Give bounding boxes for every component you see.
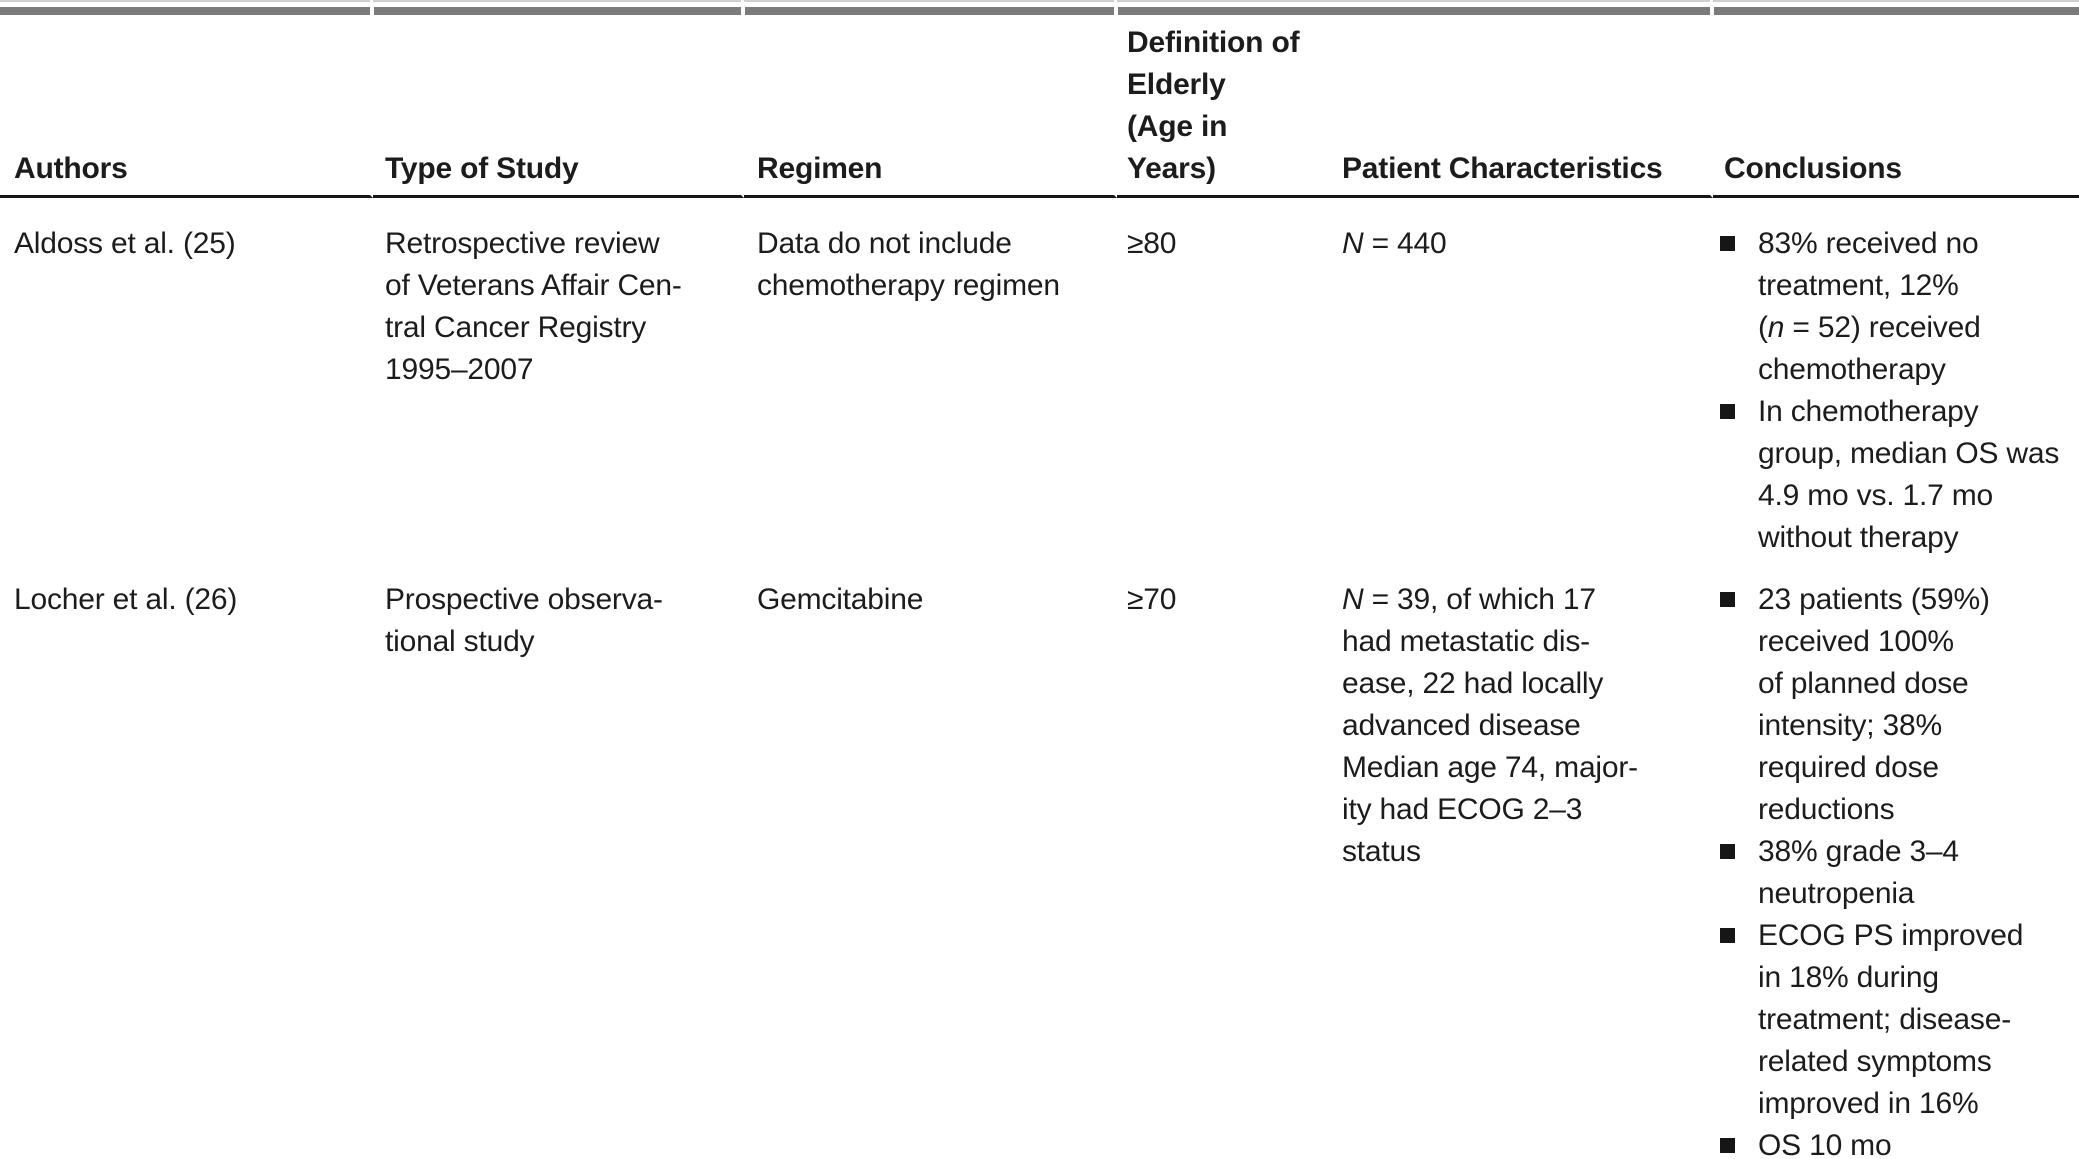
column-header-definition <box>1117 0 1330 198</box>
text-line: group, median OS was <box>1758 437 2060 470</box>
bullet-text <box>1758 1125 1891 1159</box>
bullet-text <box>1758 391 2059 559</box>
column-header-patient-characteristics <box>1330 0 1713 198</box>
text-line: ECOG PS improved <box>1758 919 2024 952</box>
text-line: OS 10 mo <box>1758 1129 1892 1159</box>
square-bullet-icon <box>1720 928 1735 943</box>
square-bullet-icon <box>1720 844 1735 859</box>
text-line: related symptoms <box>1758 1045 1992 1078</box>
text-line: improved in 16% <box>1758 1087 1979 1120</box>
text-line: 4.9 mo vs. 1.7 mo <box>1758 479 1994 512</box>
conclusion-bullet-item <box>1720 223 2079 391</box>
text-line: advanced disease <box>1342 709 1581 742</box>
text-line: of planned dose <box>1758 667 1969 700</box>
text-line: status <box>1342 835 1421 868</box>
text-line: without therapy <box>1758 521 1959 554</box>
cell-regimen <box>744 559 1117 1159</box>
table-header-row <box>0 0 2079 198</box>
text-line: N = 440 <box>1342 227 1447 260</box>
text-line: Gemcitabine <box>757 583 924 616</box>
cell-authors <box>0 559 373 1159</box>
text-line: Patient Characteristics <box>1342 152 1663 185</box>
text-line: Authors <box>14 152 128 185</box>
text-line: 83% received no <box>1758 227 1979 260</box>
cell-definition <box>1117 198 1330 559</box>
text-line: (n = 52) received <box>1758 311 1981 344</box>
column-header-authors <box>0 0 373 198</box>
cell-authors <box>0 198 373 559</box>
text-line: chemotherapy regimen <box>757 269 1060 302</box>
square-bullet-icon <box>1720 236 1735 251</box>
text-line: received 100% <box>1758 625 1954 658</box>
text-line: had metastatic dis- <box>1342 625 1590 658</box>
cell-type-of-study <box>373 198 744 559</box>
table-row <box>0 198 2079 559</box>
bullet-text <box>1758 915 2023 1125</box>
text-line: Regimen <box>757 152 883 185</box>
text-line: chemotherapy <box>1758 353 1946 386</box>
column-header-regimen <box>744 0 1117 198</box>
text-line: Median age 74, major- <box>1342 751 1638 784</box>
conclusion-bullet-item <box>1720 915 2079 1125</box>
conclusion-bullet-item <box>1720 831 2079 915</box>
cell-patient-characteristics <box>1330 198 1713 559</box>
cell-regimen <box>744 198 1117 559</box>
bullet-text <box>1758 579 1990 831</box>
text-line: Data do not include <box>757 227 1012 260</box>
text-line: Definition of <box>1127 26 1300 59</box>
text-line: 23 patients (59%) <box>1758 583 1990 616</box>
text-line: required dose <box>1758 751 1939 784</box>
text-line: ease, 22 had locally <box>1342 667 1604 700</box>
cell-patient-characteristics <box>1330 559 1713 1159</box>
text-line: intensity; 38% <box>1758 709 1942 742</box>
text-line: Locher et al. (26) <box>14 583 238 616</box>
text-line: neutropenia <box>1758 877 1915 910</box>
bullet-text <box>1758 831 1959 915</box>
cell-conclusions <box>1713 559 2079 1159</box>
text-line: treatment; disease- <box>1758 1003 2011 1036</box>
text-line: Type of Study <box>385 152 579 185</box>
square-bullet-icon <box>1720 592 1735 607</box>
text-line: Retrospective review <box>385 227 660 260</box>
text-line: tional study <box>385 625 535 658</box>
text-line: reductions <box>1758 793 1895 826</box>
text-line: ≥80 <box>1127 227 1177 260</box>
text-line: Years) <box>1127 152 1216 185</box>
conclusion-bullet-item <box>1720 579 2079 831</box>
text-line: Elderly <box>1127 68 1226 101</box>
column-header-conclusions <box>1713 0 2079 198</box>
cell-conclusions <box>1713 198 2079 559</box>
text-line: ≥70 <box>1127 583 1177 616</box>
conclusion-bullet-item <box>1720 1125 2079 1159</box>
text-line: in 18% during <box>1758 961 1939 994</box>
text-line: 1995–2007 <box>385 353 534 386</box>
text-line: tral Cancer Registry <box>385 311 647 344</box>
text-line: In chemotherapy <box>1758 395 1979 428</box>
text-line: (Age in <box>1127 110 1228 143</box>
text-line: N = 39, of which 17 <box>1342 583 1596 616</box>
text-line: of Veterans Affair Cen- <box>385 269 682 302</box>
table-row <box>0 559 2079 1159</box>
text-line: treatment, 12% <box>1758 269 1959 302</box>
square-bullet-icon <box>1720 404 1735 419</box>
column-header-type-of-study <box>373 0 744 198</box>
text-line: 38% grade 3–4 <box>1758 835 1959 868</box>
cell-definition <box>1117 559 1330 1159</box>
square-bullet-icon <box>1720 1138 1735 1153</box>
text-line: ity had ECOG 2–3 <box>1342 793 1583 826</box>
text-line: Aldoss et al. (25) <box>14 227 236 260</box>
cell-type-of-study <box>373 559 744 1159</box>
text-line: Conclusions <box>1724 152 1902 185</box>
text-line: Prospective observa- <box>385 583 663 616</box>
conclusion-bullet-item <box>1720 391 2079 559</box>
bullet-text <box>1758 223 1981 391</box>
